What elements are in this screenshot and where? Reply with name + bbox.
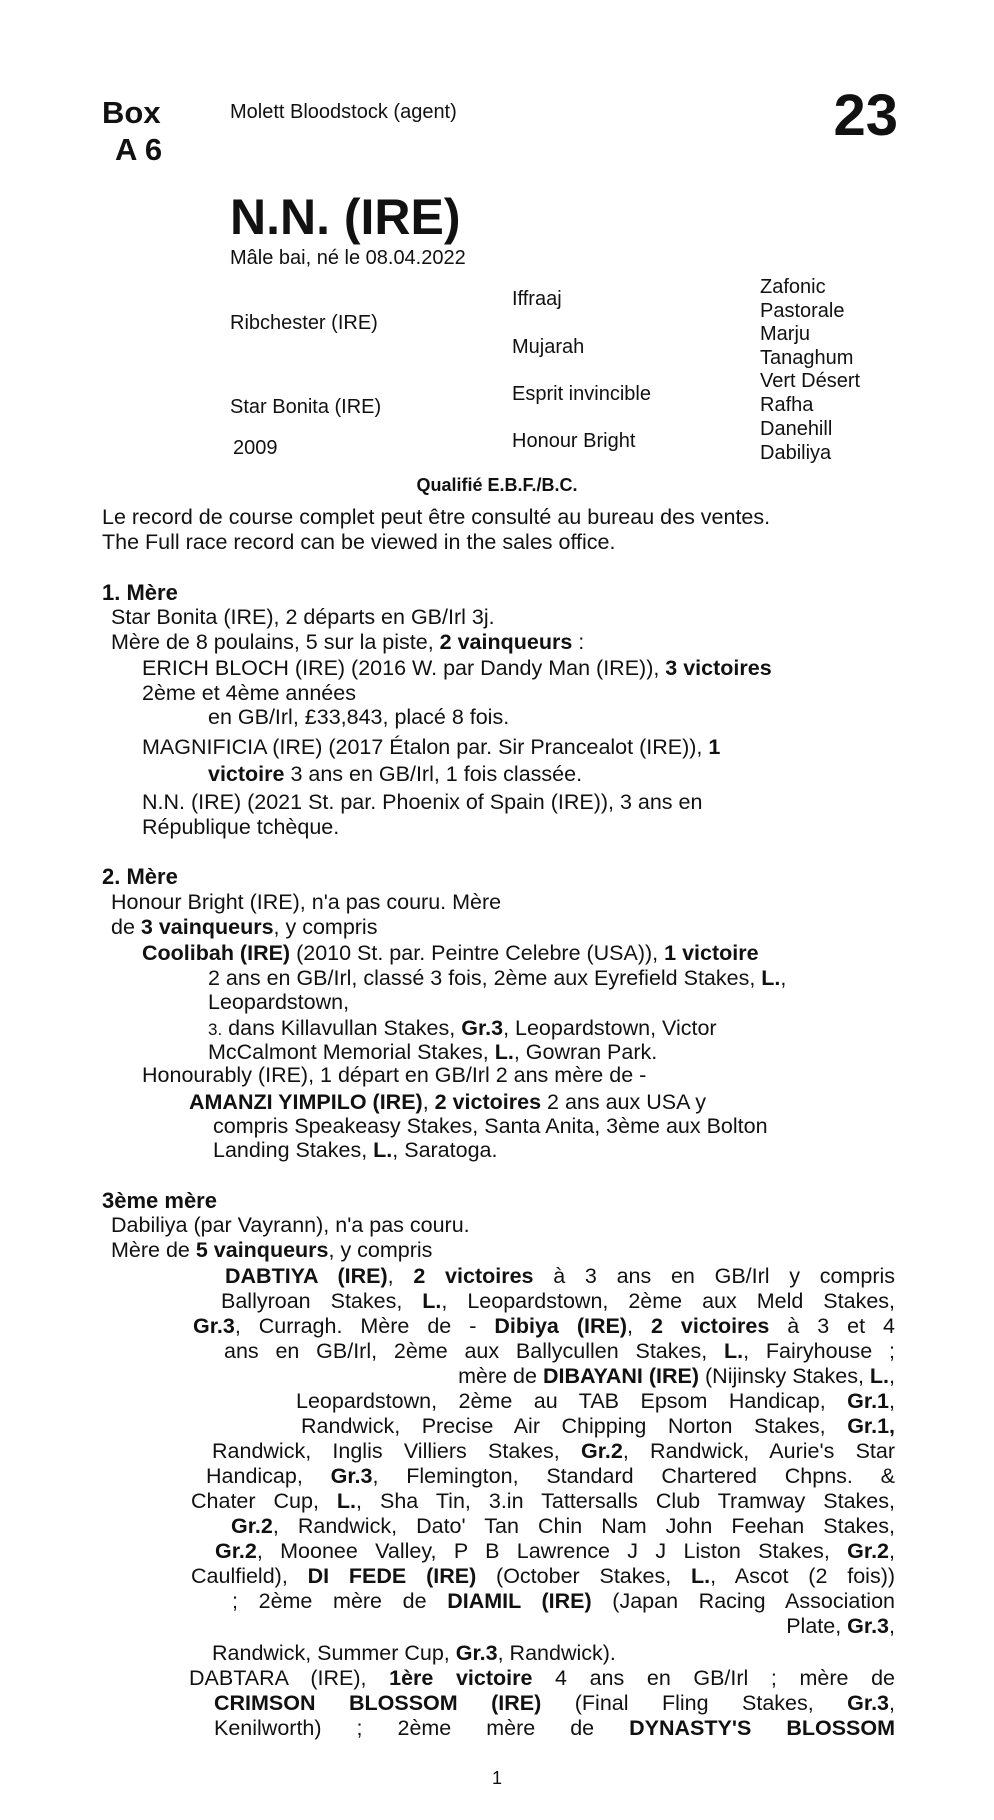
intro-line: The Full race record can be viewed in the sales office. — [102, 530, 616, 554]
pedigree-gen3: Zafonic — [760, 276, 826, 298]
text-line: Honour Bright (IRE), n'a pas couru. Mère — [111, 890, 502, 914]
text-line: Plate, Gr.3, — [786, 1614, 895, 1638]
text-line: Leopardstown, 2ème au TAB Epsom Handicap, Gr.1, — [296, 1389, 895, 1413]
pedigree-gen2: Iffraaj — [512, 288, 562, 310]
text-line: Randwick, Precise Air Chipping Norton Stakes, Gr.1, — [301, 1414, 895, 1438]
text-line: en GB/Irl, £33,843, placé 8 fois. — [208, 705, 510, 729]
text-line: Honourably (IRE), 1 départ en GB/Irl 2 ans mère de - — [142, 1063, 647, 1087]
pedigree-gen3: Tanaghum — [760, 347, 854, 369]
text-line: victoire 3 ans en GB/Irl, 1 fois classée. — [208, 762, 583, 786]
text-line: Mère de 8 poulains, 5 sur la piste, 2 vainqueurs : — [111, 630, 585, 654]
horse-description: Mâle bai, né le 08.04.2022 — [230, 247, 466, 269]
section-heading-second-dam: 2. Mère — [102, 864, 178, 889]
text-line: Randwick, Inglis Villiers Stakes, Gr.2, Randwick, Aurie's Star — [212, 1439, 896, 1463]
text-line: compris Speakeasy Stakes, Santa Anita, 3ème aux Bolton — [213, 1114, 768, 1138]
text-line: 3. dans Killavullan Stakes, Gr.3, Leopardstown, Victor — [208, 1016, 717, 1040]
box-number: A 6 — [115, 132, 163, 167]
text-line: Leopardstown, — [208, 990, 350, 1014]
text-line: Star Bonita (IRE), 2 départs en GB/Irl 3j. — [111, 605, 495, 629]
text-line: Landing Stakes, L., Saratoga. — [213, 1138, 498, 1162]
text-line: MAGNIFICIA (IRE) (2017 Étalon par. Sir Prancealot (IRE)), 1 — [142, 735, 721, 759]
pedigree-dam-year: 2009 — [233, 437, 278, 459]
text-line: AMANZI YIMPILO (IRE), 2 victoires 2 ans aux USA y — [189, 1090, 706, 1114]
text-line: N.N. (IRE) (2021 St. par. Phoenix of Spain (IRE)), 3 ans en — [142, 790, 703, 814]
text-line: ; 2ème mère de DIAMIL (IRE) (Japan Racing Association — [232, 1589, 895, 1613]
text-line: McCalmont Memorial Stakes, L., Gowran Park. — [208, 1040, 658, 1064]
text-line: République tchèque. — [142, 815, 340, 839]
text-line: Gr.2, Randwick, Dato' Tan Chin Nam John Feehan Stakes, — [231, 1514, 895, 1538]
intro-line: Le record de course complet peut être consulté au bureau des ventes. — [102, 505, 771, 529]
text-line: 2ème et 4ème années — [142, 681, 356, 705]
text-line: ans en GB/Irl, 2ème aux Ballycullen Stakes, L., Fairyhouse ; — [224, 1339, 896, 1363]
qualification: Qualifié E.B.F./B.C. — [416, 475, 578, 495]
pedigree-gen3: Dabiliya — [760, 442, 832, 464]
pedigree-sire: Ribchester (IRE) — [230, 312, 378, 334]
text-line: Kenilworth) ; 2ème mère de DYNASTY'S BLOSSOM — [214, 1716, 896, 1740]
pedigree-dam: Star Bonita (IRE) — [230, 396, 382, 418]
text-line: Dabiliya (par Vayrann), n'a pas couru. — [111, 1213, 470, 1237]
text-line: Chater Cup, L., Sha Tin, 3.in Tattersalls Club Tramway Stakes, — [191, 1489, 895, 1513]
text-line: CRIMSON BLOSSOM (IRE) (Final Fling Stakes, Gr.3, — [214, 1691, 895, 1715]
text-line: Gr.2, Moonee Valley, P B Lawrence J J Liston Stakes, Gr.2, — [215, 1539, 895, 1563]
consignor: Molett Bloodstock (agent) — [230, 101, 457, 123]
lot-number: 23 — [833, 83, 898, 148]
text-line: Randwick, Summer Cup, Gr.3, Randwick). — [212, 1641, 616, 1665]
page-number: 1 — [491, 1768, 502, 1788]
text-line: Ballyroan Stakes, L., Leopardstown, 2ème aux Meld Stakes, — [221, 1289, 895, 1313]
box-label: Box — [102, 95, 161, 130]
pedigree-gen3: Marju — [760, 323, 811, 345]
pedigree-gen3: Vert Désert — [760, 370, 861, 392]
text-line: Mère de 5 vainqueurs, y compris — [111, 1238, 433, 1262]
pedigree-gen3: Danehill — [760, 418, 833, 440]
pedigree-gen2: Mujarah — [512, 336, 585, 358]
text-line: 2 ans en GB/Irl, classé 3 fois, 2ème aux Eyrefield Stakes, L., — [208, 966, 787, 990]
text-line: DABTIYA (IRE), 2 victoires à 3 ans en GB/Irl y compris — [225, 1264, 896, 1288]
text-line: Caulfield), DI FEDE (IRE) (October Stakes, L., Ascot (2 fois)) — [191, 1564, 896, 1588]
horse-name: N.N. (IRE) — [230, 189, 461, 245]
section-heading-third-dam: 3ème mère — [102, 1188, 217, 1213]
pedigree-gen3: Rafha — [760, 394, 814, 416]
text-line: DABTARA (IRE), 1ère victoire 4 ans en GB/Irl ; mère de — [189, 1666, 895, 1690]
text-line: Gr.3, Curragh. Mère de - Dibiya (IRE), 2 victoires à 3 et 4 — [193, 1314, 896, 1338]
text-line: Handicap, Gr.3, Flemington, Standard Chartered Chpns. & — [206, 1464, 895, 1488]
text-line: ERICH BLOCH (IRE) (2016 W. par Dandy Man (IRE)), 3 victoires — [142, 656, 772, 680]
pedigree-gen3: Pastorale — [760, 300, 845, 322]
section-heading-first-dam: 1. Mère — [102, 580, 178, 605]
text-line: mère de DIBAYANI (IRE) (Nijinsky Stakes, L., — [458, 1364, 895, 1388]
pedigree-gen2: Esprit invincible — [512, 383, 651, 405]
text-line: Coolibah (IRE) (2010 St. par. Peintre Celebre (USA)), 1 victoire — [142, 941, 759, 965]
text-line: de 3 vainqueurs, y compris — [111, 915, 378, 939]
pedigree-gen2: Honour Bright — [512, 430, 636, 452]
